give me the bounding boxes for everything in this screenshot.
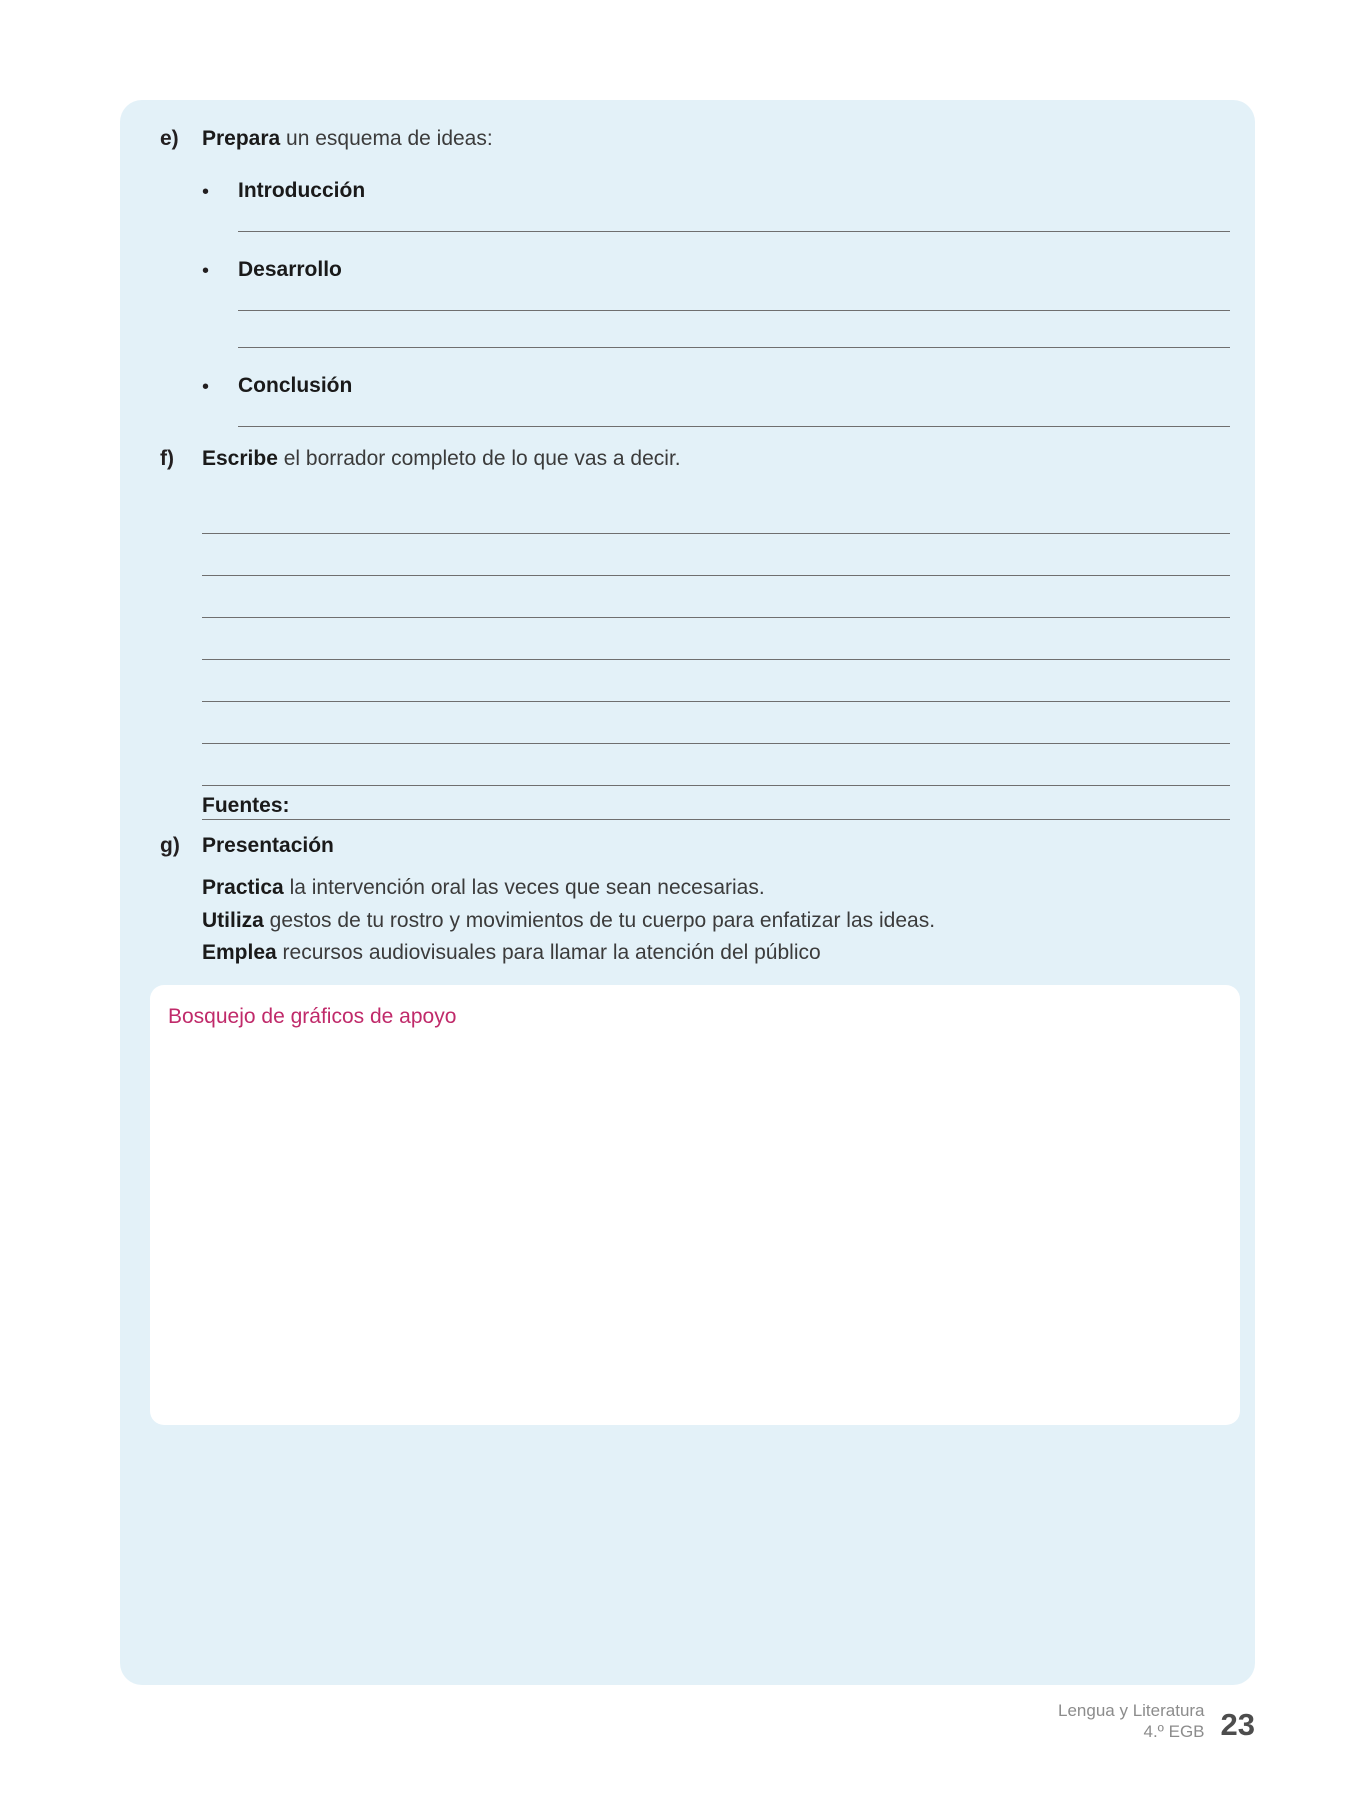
fuentes-field[interactable] bbox=[202, 786, 1230, 820]
item-text-f bbox=[202, 445, 1230, 473]
outline-label-introduccion: Introducción bbox=[238, 179, 366, 203]
draft-line-5[interactable] bbox=[202, 660, 1230, 702]
presentation-line-practica bbox=[202, 872, 1230, 905]
presentation-instructions bbox=[202, 872, 1230, 970]
item-marker-f: f) bbox=[160, 447, 174, 471]
item-rest-e: un esquema de ideas: bbox=[280, 127, 493, 150]
outline-bullet-introduccion bbox=[202, 179, 1230, 205]
footer-grade: 4.º EGB bbox=[1143, 1721, 1205, 1741]
activity-item-e bbox=[160, 125, 1230, 153]
draft-line-1[interactable] bbox=[202, 492, 1230, 534]
draft-line-3[interactable] bbox=[202, 576, 1230, 618]
page-number: 23 bbox=[1220, 1707, 1255, 1742]
outline-label-desarrollo: Desarrollo bbox=[238, 258, 342, 282]
sketch-box[interactable] bbox=[150, 985, 1240, 1425]
item-bold-f: Escribe bbox=[202, 447, 278, 471]
presentation-rest-emplea: recursos audiovisuales para llamar la atención del público bbox=[276, 941, 821, 965]
draft-writing-lines bbox=[202, 492, 1230, 786]
outline-bullet-desarrollo bbox=[202, 258, 1230, 284]
sketch-box-title: Bosquejo de gráficos de apoyo bbox=[168, 1005, 457, 1028]
presentation-bold-practica: Practica bbox=[202, 876, 284, 900]
fuentes-label: Fuentes: bbox=[202, 793, 290, 817]
page-footer bbox=[1058, 1700, 1255, 1743]
item-marker-e: e) bbox=[160, 127, 179, 150]
item-bold-g: Presentación bbox=[202, 833, 334, 857]
item-text-g bbox=[202, 832, 1230, 860]
footer-subject: Lengua y Literatura bbox=[1058, 1700, 1205, 1720]
presentation-rest-utiliza: gestos de tu rostro y movimientos de tu cuerpo para enfatizar las ideas. bbox=[263, 908, 936, 932]
item-marker-g: g) bbox=[160, 833, 180, 857]
presentation-line-emplea bbox=[202, 937, 1230, 970]
item-bold-e: Prepara bbox=[202, 127, 281, 150]
outline-bullet-conclusion bbox=[202, 374, 1230, 400]
bullet-dot-icon: • bbox=[202, 181, 210, 204]
item-rest-f: el borrador completo de lo que vas a decir. bbox=[277, 447, 681, 471]
draft-line-4[interactable] bbox=[202, 618, 1230, 660]
activity-content bbox=[160, 125, 1230, 970]
presentation-bold-emplea: Emplea bbox=[202, 941, 277, 965]
activity-item-g bbox=[160, 832, 1230, 860]
footer-book-info bbox=[1058, 1700, 1205, 1743]
draft-line-7[interactable] bbox=[202, 744, 1230, 786]
draft-line-6[interactable] bbox=[202, 702, 1230, 744]
presentation-rest-practica: la intervención oral las veces que sean necesarias. bbox=[283, 876, 765, 900]
fuentes-rule bbox=[202, 819, 1230, 820]
item-text-e bbox=[202, 125, 1230, 153]
draft-line-2[interactable] bbox=[202, 534, 1230, 576]
bullet-dot-icon: • bbox=[202, 376, 210, 399]
presentation-line-utiliza bbox=[202, 905, 1230, 938]
activity-item-f bbox=[160, 445, 1230, 473]
bullet-dot-icon: • bbox=[202, 260, 210, 283]
outline-label-conclusion: Conclusión bbox=[238, 374, 353, 398]
presentation-bold-utiliza: Utiliza bbox=[202, 908, 264, 932]
